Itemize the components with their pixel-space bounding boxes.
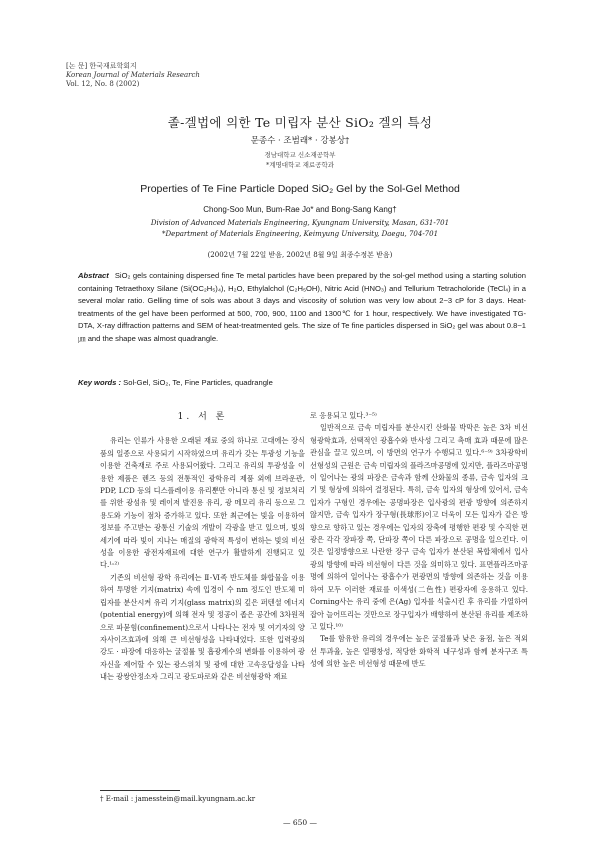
section-heading-introduction: 1. 서 론 [177, 412, 228, 422]
body-paragraph: 유리는 인류가 사용한 오래된 재료 중의 하나로 고대에는 장식품의 일종으로 사용되기 시작하였으며 유리가 갖는 투광성 기능을 이용한 건축재로 주로 사용되어왔다. 그리고 유리의 투광성을 이용한 제품은 렌즈 등의 전통적인 광학유리 제품 외에 브라운관, PDP, LCD 등의 디스플레이용 유리뿐만 아니라 통신 및 정보처리를 위한 광섬유 및 레이저 발진용 유리, 광 메모리 유리 등으로 그 용도와 기능이 점차 증가하고 있다. 또한 최근에는 빛을 이용하여 정보를 주고받는 광통신 기술의 개발이 각광을 받고 있으며, 빛의 세기에 따라 빛이 지나는 매질의 광학적 특성이 변하는 빛의 비선성을 이용한 광전자재료에 대한 연구가 활발하게 진행되고 있다.¹˒²⁾ [100, 436, 305, 570]
footnote-email: † E-mail : jamesstein@mail.kyungnam.ac.kr [100, 795, 256, 803]
journal-volume: Vol. 12, No. 8 (2002) [66, 80, 140, 88]
left-column [100, 405, 305, 684]
right-column [310, 410, 528, 671]
affiliation-ko-2: *계명대학교 재료공학과 [265, 161, 335, 169]
body-paragraph: Te를 함유한 유리의 경우에는 높은 굴절률과 낮은 융점, 높은 적외선 투과율, 높은 열팽창성, 적당한 화학적 내구성과 함께 분자구조 특성에 의한 높은 비선형성 때문에 반도 [310, 634, 528, 669]
abstract-text: SiO₂ gels containing dispersed fine Te metal particles have been prepared by the sol-gel method using a starting solution containing Tetraethoxy Silane (Si(OC₂H₅)₄), H₂O, Ethylalchol (C₂H₅OH), Nitric Acid (HNO₃) and Tellurium Tetracholoride (TeCl₄) in a several molar ratio. Gelling time of sols was about 3 days and viscosity of solution was very low about 2~3 cP for 3 days. Heat-treatments of the gel have been performed at 500, 700, 900, 1100 and 1300℃ for 1 hour, respectively. We have investigated TG-DTA, X-ray diffraction patterns and SEM of heat-treatmented gels. The size of Te fine particles dispersed in SiO₂ gel was about 0.8~1 ㎛ and the shape was almost quadrangle. [78, 271, 526, 343]
journal-name-ko: [논 문] 한국재료학회지 [66, 62, 137, 70]
title-english: Properties of Te Fine Particle Doped SiO₂ Gel by the Sol-Gel Method [140, 183, 460, 195]
keywords-text: Sol-Gel, SiO₂, Te, Fine Particles, quadrangle [121, 378, 273, 387]
received-dates: (2002년 7월 22일 받음, 2002년 8월 9일 최종수정본 받음) [207, 251, 393, 259]
authors-english: Chong-Soo Mun, Bum-Rae Jo* and Bong-Sang Kang† [203, 205, 397, 214]
abstract [78, 270, 526, 345]
title-korean: 졸-겔법에 의한 Te 미립자 분산 SiO₂ 겔의 특성 [167, 115, 433, 130]
keywords-label: Key words : [78, 378, 122, 387]
body-paragraph: 일반적으로 금속 미립자를 분산시킨 산화물 박막은 높은 3차 비선형광학효과, 선택적인 광흡수와 반사성 그리고 촉매 효과 때문에 많은 관심을 끌고 있으며, 이 방면의 연구가 수행되고 있다.⁶⁻⁹⁾ 3차광학비선형성의 근원은 금속 미립자의 플라즈마공명에 있지만, 플라즈마공명이 일어나는 광의 파장은 금속과 함께 산화물의 종류, 금속 입자의 크기 및 형상에 의하여 결정된다. 특히, 금속 입자의 형상에 있어서, 금속 입자가 구형인 경우에는 공명파장은 입사광의 편광 방향에 의존하지 않지만, 금속 입자가 장구형(長球形)이고 더욱이 모든 입자가 같은 방향으로 향하고 있는 경우에는 입자의 장축에 평행한 편광 및 수직한 편광은 각각 장파장 쪽, 단파장 쪽이 다른 파장으로 공명을 일으킨다. 이것은 일정방향으로 나란한 장구 금속 입자가 분산된 복합체에서 입사광의 방향에 따라 비선형이 다른 것을 의미하고 있다. 표면플라즈마공명에 의하여 일어나는 광흡수가 편광면의 방향에 의존하는 것을 이용하여 모두 이러한 재료를 이색성(二色性) 편광자에 응용하고 있다. Corning사는 유리 중에 은(Ag) 입자를 석출시킨 후 유리를 가열하여 잡아 늘어뜨리는 것만으로 장구입자가 배향하여 분산된 유리를 제조하고 있다.¹⁰⁾ [310, 423, 528, 631]
authors-korean: 문종수 · 조범래* · 강봉상† [250, 136, 350, 146]
abstract-label: Abstract [78, 271, 109, 280]
keywords [78, 378, 526, 387]
page-number: — 650 — [282, 818, 318, 827]
affiliations-korean [0, 150, 600, 170]
affiliation-ko-1: 경남대학교 신소재공학부 [264, 151, 336, 159]
affiliation-en-2: *Department of Materials Engineering, Keimyung University, Daegu, 704-701 [161, 230, 439, 238]
body-paragraph-continued: 로 응용되고 있다.³⁻⁵⁾ [310, 411, 377, 420]
footnote-divider [100, 790, 180, 791]
body-paragraph: 기존의 비선형 광학 유리에는 Ⅱ-Ⅵ족 반도체를 화합물을 이용하여 투명한 기지(matrix) 속에 입경이 수 nm 정도인 반도체 미립자를 분산시켜 유리 기지(glass matrix)의 깊은 퍼텐셜 에너지(potential energy)에 의해 전자 및 정공이 좁은 공간에 3차원적으로 파묻힘(confinement)으로서 나타나는 전자 및 여기자의 양자사이즈효과에 의해 큰 비선형성을 나타내었다. 또한 입력광의 강도 · 파장에 대응하는 굴절률 및 흡광계수의 변화를 이용하여 광 자신을 제어할 수 있는 광스위치 및 광에 대한 고속응답성을 나타내는 광쌍안정소자 그리고 광도파로와 같은 비선형광학 재료 [100, 572, 305, 682]
journal-name-en: Korean Journal of Materials Research [66, 71, 200, 79]
affiliations-english [0, 218, 600, 240]
affiliation-en-1: Division of Advanced Materials Engineering, Kyungnam University, Masan, 631-701 [150, 219, 450, 227]
journal-header [66, 62, 200, 89]
